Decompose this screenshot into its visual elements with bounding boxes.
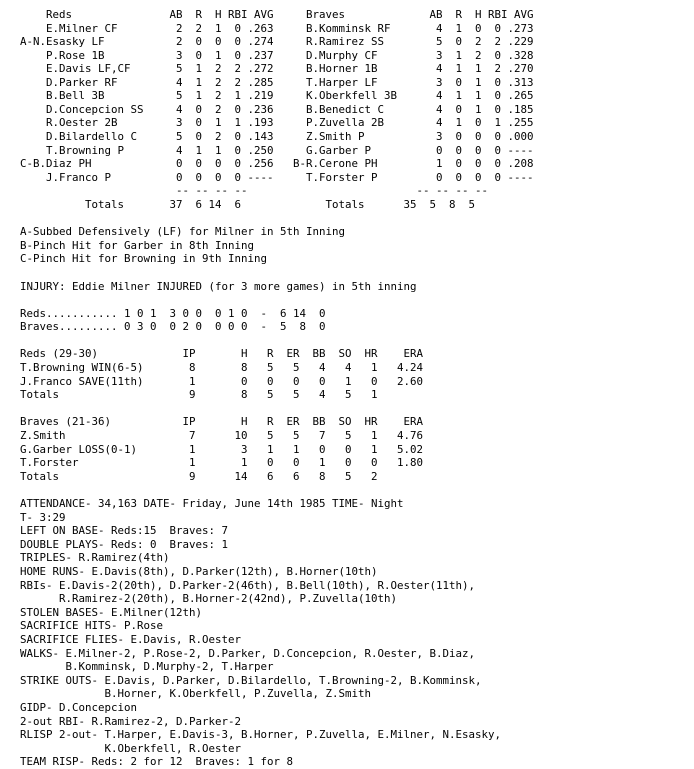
batting-row: A-N.Esasky LF 2 0 0 0 .274 R.Ramirez SS 5 0 2 2 .229	[20, 35, 534, 48]
batting-row: E.Milner CF 2 2 1 0 .263 B.Komminsk RF 4 1 0 0 .273	[20, 22, 534, 35]
batting-header: Reds AB R H RBI AVG Braves AB R H RBI AVG	[20, 8, 534, 21]
batting-row: R.Oester 2B 3 0 1 1 .193 P.Zuvella 2B 4 1 0 1 .255	[20, 116, 534, 129]
pitching-row: Z.Smith 7 10 5 5 7 5 1 4.76	[20, 429, 424, 442]
game-info-line: T- 3:29	[20, 511, 66, 524]
game-info-line: TRIPLES- R.Ramirez(4th)	[20, 551, 170, 564]
batting-row: D.Bilardello C 5 0 2 0 .143 Z.Smith P 3 0 0 0 .000	[20, 130, 534, 143]
batting-totals: Totals 37 6 14 6 Totals 35 5 8 5	[20, 198, 476, 211]
pitching-header-reds: Reds (29-30) IP H R ER BB SO HR ERA	[20, 347, 424, 360]
game-info-line: B.Komminsk, D.Murphy-2, T.Harper	[20, 660, 274, 673]
game-info-line: B.Horner, K.Oberkfell, P.Zuvella, Z.Smith	[20, 687, 372, 700]
batting-row: B.Bell 3B 5 1 2 1 .219 K.Oberkfell 3B 4 1 1 0 .265	[20, 89, 534, 102]
pitching-row: J.Franco SAVE(11th) 1 0 0 0 0 1 0 2.60	[20, 375, 424, 388]
game-info-line: SACRIFICE FLIES- E.Davis, R.Oester	[20, 633, 242, 646]
batting-row: D.Parker RF 4 1 2 2 .285 T.Harper LF 3 0 1 0 .313	[20, 76, 534, 89]
batting-row: C-B.Diaz PH 0 0 0 0 .256 B-R.Cerone PH 1 0 0 0 .208	[20, 157, 534, 170]
substitution-note: A-Subbed Defensively (LF) for Milner in 5th Inning	[20, 225, 346, 238]
game-info-line: TEAM RISP- Reds: 2 for 12 Braves: 1 for 8	[20, 755, 294, 768]
game-info-line: RBIs- E.Davis-2(20th), D.Parker-2(46th), B.Bell(10th), R.Oester(11th),	[20, 579, 476, 592]
linescore-row: Reds........... 1 0 1 3 0 0 0 1 0 - 6 14 0	[20, 307, 326, 320]
pitching-totals: Totals 9 8 5 5 4 5 1	[20, 388, 378, 401]
game-info-line: K.Oberkfell, R.Oester	[20, 742, 242, 755]
batting-row: D.Concepcion SS 4 0 2 0 .236 B.Benedict C 4 0 1 0 .185	[20, 103, 534, 116]
batting-row: T.Browning P 4 1 1 0 .250 G.Garber P 0 0 0 0 ----	[20, 144, 534, 157]
linescore-row: Braves......... 0 3 0 0 2 0 0 0 0 - 5 8 0	[20, 320, 326, 333]
injury-note: INJURY: Eddie Milner INJURED (for 3 more games) in 5th inning	[20, 280, 417, 293]
pitching-header-braves: Braves (21-36) IP H R ER BB SO HR ERA	[20, 415, 424, 428]
game-info-line: HOME RUNS- E.Davis(8th), D.Parker(12th), B.Horner(10th)	[20, 565, 378, 578]
game-info-line: STRIKE OUTS- E.Davis, D.Parker, D.Bilardello, T.Browning-2, B.Komminsk,	[20, 674, 482, 687]
pitching-row: T.Forster 1 1 0 0 1 0 0 1.80	[20, 456, 424, 469]
game-info-line: LEFT ON BASE- Reds:15 Braves: 7	[20, 524, 229, 537]
game-info-line: STOLEN BASES- E.Milner(12th)	[20, 606, 203, 619]
game-info-line: 2-out RBI- R.Ramirez-2, D.Parker-2	[20, 715, 242, 728]
game-info-line: SACRIFICE HITS- P.Rose	[20, 619, 164, 632]
game-info-line: DOUBLE PLAYS- Reds: 0 Braves: 1	[20, 538, 229, 551]
batting-separator: -- -- -- -- -- -- -- --	[20, 184, 489, 197]
pitching-row: G.Garber LOSS(0-1) 1 3 1 1 0 0 1 5.02	[20, 443, 424, 456]
substitution-note: B-Pinch Hit for Garber in 8th Inning	[20, 239, 255, 252]
game-info-line: WALKS- E.Milner-2, P.Rose-2, D.Parker, D.Concepcion, R.Oester, B.Diaz,	[20, 647, 476, 660]
game-info-line: R.Ramirez-2(20th), B.Horner-2(42nd), P.Zuvella(10th)	[20, 592, 398, 605]
game-info-line: ATTENDANCE- 34,163 DATE- Friday, June 14th 1985 TIME- Night	[20, 497, 404, 510]
substitution-note: C-Pinch Hit for Browning in 9th Inning	[20, 252, 268, 265]
pitching-row: T.Browning WIN(6-5) 8 8 5 5 4 4 1 4.24	[20, 361, 424, 374]
game-info-line: RLISP 2-out- T.Harper, E.Davis-3, B.Horner, P.Zuvella, E.Milner, N.Esasky,	[20, 728, 502, 741]
batting-row: J.Franco P 0 0 0 0 ---- T.Forster P 0 0 0 0 ----	[20, 171, 534, 184]
game-info-line: GIDP- D.Concepcion	[20, 701, 138, 714]
batting-row: E.Davis LF,CF 5 1 2 2 .272 B.Horner 1B 4 1 1 2 .270	[20, 62, 534, 75]
pitching-totals: Totals 9 14 6 6 8 5 2	[20, 470, 378, 483]
batting-row: P.Rose 1B 3 0 1 0 .237 D.Murphy CF 3 1 2 0 .328	[20, 49, 534, 62]
